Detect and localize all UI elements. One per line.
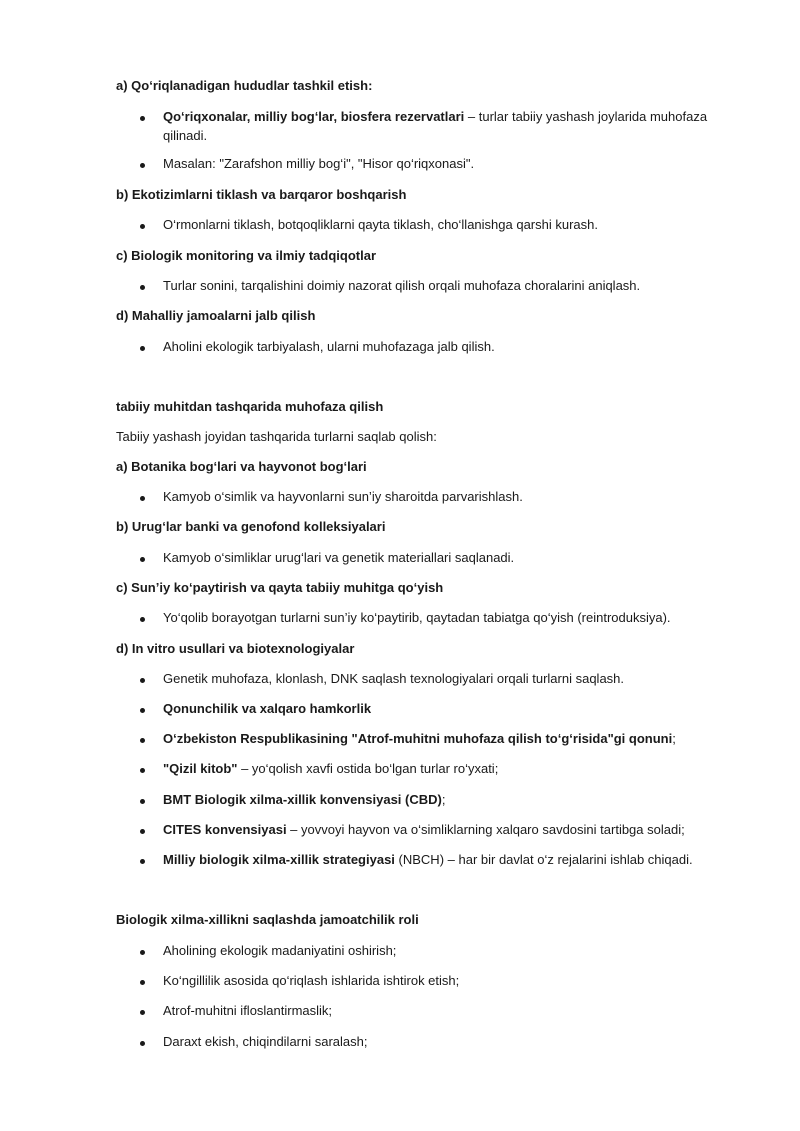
list-item	[163, 852, 693, 867]
heading-seed-banks: b) Urug‘lar banki va genofond kolleksiyalari	[116, 519, 386, 534]
intro-paragraph: Tabiiy yashash joyidan tashqarida turlarni saqlab qolish:	[116, 429, 437, 444]
list-item	[163, 792, 445, 807]
list-item: Kamyob o‘simliklar urug‘lari va genetik materiallari saqlanadi.	[163, 550, 515, 565]
bold-text: Milliy biologik xilma-xillik strategiyasi	[163, 852, 395, 867]
list-item: O‘rmonlarni tiklash, botqoqliklarni qayta tiklash, cho‘llanishga qarshi kurash.	[163, 217, 598, 232]
list-item: Aholining ekologik madaniyatini oshirish;	[163, 943, 397, 958]
bullet-icon	[140, 768, 145, 773]
list-item: Kamyob o‘simlik va hayvonlarni sun’iy sharoitda parvarishlash.	[163, 489, 523, 504]
text: – turlar tabiiy yashash joylarida muhofaza	[464, 109, 708, 124]
heading-local-communities: d) Mahalliy jamoalarni jalb qilish	[116, 308, 316, 323]
heading-monitoring: c) Biologik monitoring va ilmiy tadqiqotlar	[116, 248, 377, 263]
bold-text: O‘zbekiston Respublikasining "Atrof-muhitni muhofaza qilish to‘g‘risida"gi qonuni	[163, 731, 673, 746]
list-item	[163, 701, 371, 716]
text: – yo‘qolish xavfi ostida bo‘lgan turlar ro‘yxati;	[237, 761, 499, 776]
bold-text: Qo‘riqxonalar, milliy bog‘lar, biosfera rezervatlari	[163, 109, 465, 124]
list-item	[163, 109, 707, 124]
bullet-icon	[140, 557, 145, 562]
bullet-icon	[140, 738, 145, 743]
text: ;	[672, 731, 676, 746]
list-item	[163, 761, 498, 776]
heading-protected-areas: a) Qo‘riqlanadigan hududlar tashkil etish:	[116, 78, 373, 93]
bold-text: BMT Biologik xilma-xillik konvensiyasi (CBD)	[163, 792, 442, 807]
list-item-continuation: qilinadi.	[163, 128, 208, 143]
bold-text: "Qizil kitob"	[163, 761, 238, 776]
list-item: Atrof-muhitni ifloslantirmaslik;	[163, 1003, 333, 1018]
text: (NBCH) – har bir davlat o‘z rejalarini ishlab chiqadi.	[394, 852, 693, 867]
bullet-icon	[140, 980, 145, 985]
bullet-icon	[140, 285, 145, 290]
bold-text: Qonunchilik va xalqaro hamkorlik	[163, 701, 372, 716]
list-item: Genetik muhofaza, klonlash, DNK saqlash texnologiyalari orqali turlarni saqlash.	[163, 671, 625, 686]
list-item: Yo‘qolib borayotgan turlarni sun’iy ko‘paytirib, qaytadan tabiatga qo‘yish (reintroduksiya).	[163, 610, 671, 625]
list-item: Turlar sonini, tarqalishini doimiy nazorat qilish orqali muhofaza choralarini aniqlash.	[163, 278, 641, 293]
bullet-icon	[140, 829, 145, 834]
list-item	[163, 731, 676, 746]
heading-ecosystem-restoration: b) Ekotizimlarni tiklash va barqaror boshqarish	[116, 187, 407, 202]
bullet-icon	[140, 1010, 145, 1015]
heading-reintroduction: c) Sun’iy ko‘paytirish va qayta tabiiy muhitga qo‘yish	[116, 580, 444, 595]
list-item: Masalan: "Zarafshon milliy bog‘i", "Hisor qo‘riqxonasi".	[163, 156, 475, 171]
bullet-icon	[140, 678, 145, 683]
bullet-icon	[140, 496, 145, 501]
bullet-icon	[140, 617, 145, 622]
bullet-icon	[140, 163, 145, 168]
text: ;	[441, 792, 446, 807]
heading-botanical-gardens: a) Botanika bog‘lari va hayvonot bog‘lari	[116, 459, 367, 474]
bold-text: CITES konvensiyasi	[163, 822, 287, 837]
section-title-public-role: Biologik xilma-xillikni saqlashda jamoatchilik roli	[116, 912, 419, 927]
bullet-icon	[140, 859, 145, 864]
bullet-icon	[140, 708, 145, 713]
heading-in-vitro: d) In vitro usullari va biotexnologiyalar	[116, 641, 355, 656]
list-item: Aholini ekologik tarbiyalash, ularni muhofazaga jalb qilish.	[163, 339, 495, 354]
bullet-icon	[140, 224, 145, 229]
bullet-icon	[140, 950, 145, 955]
bullet-icon	[140, 1041, 145, 1046]
list-item: Daraxt ekish, chiqindilarni saralash;	[163, 1034, 368, 1049]
list-item	[163, 822, 685, 837]
bullet-icon	[140, 116, 145, 121]
bullet-icon	[140, 799, 145, 804]
section-title-exsitu: tabiiy muhitdan tashqarida muhofaza qilish	[116, 399, 384, 414]
list-item: Ko‘ngillilik asosida qo‘riqlash ishlarida ishtirok etish;	[163, 973, 460, 988]
bullet-icon	[140, 346, 145, 351]
text: – yovvoyi hayvon va o‘simliklarning xalqaro savdosini tartibga soladi;	[286, 822, 685, 837]
